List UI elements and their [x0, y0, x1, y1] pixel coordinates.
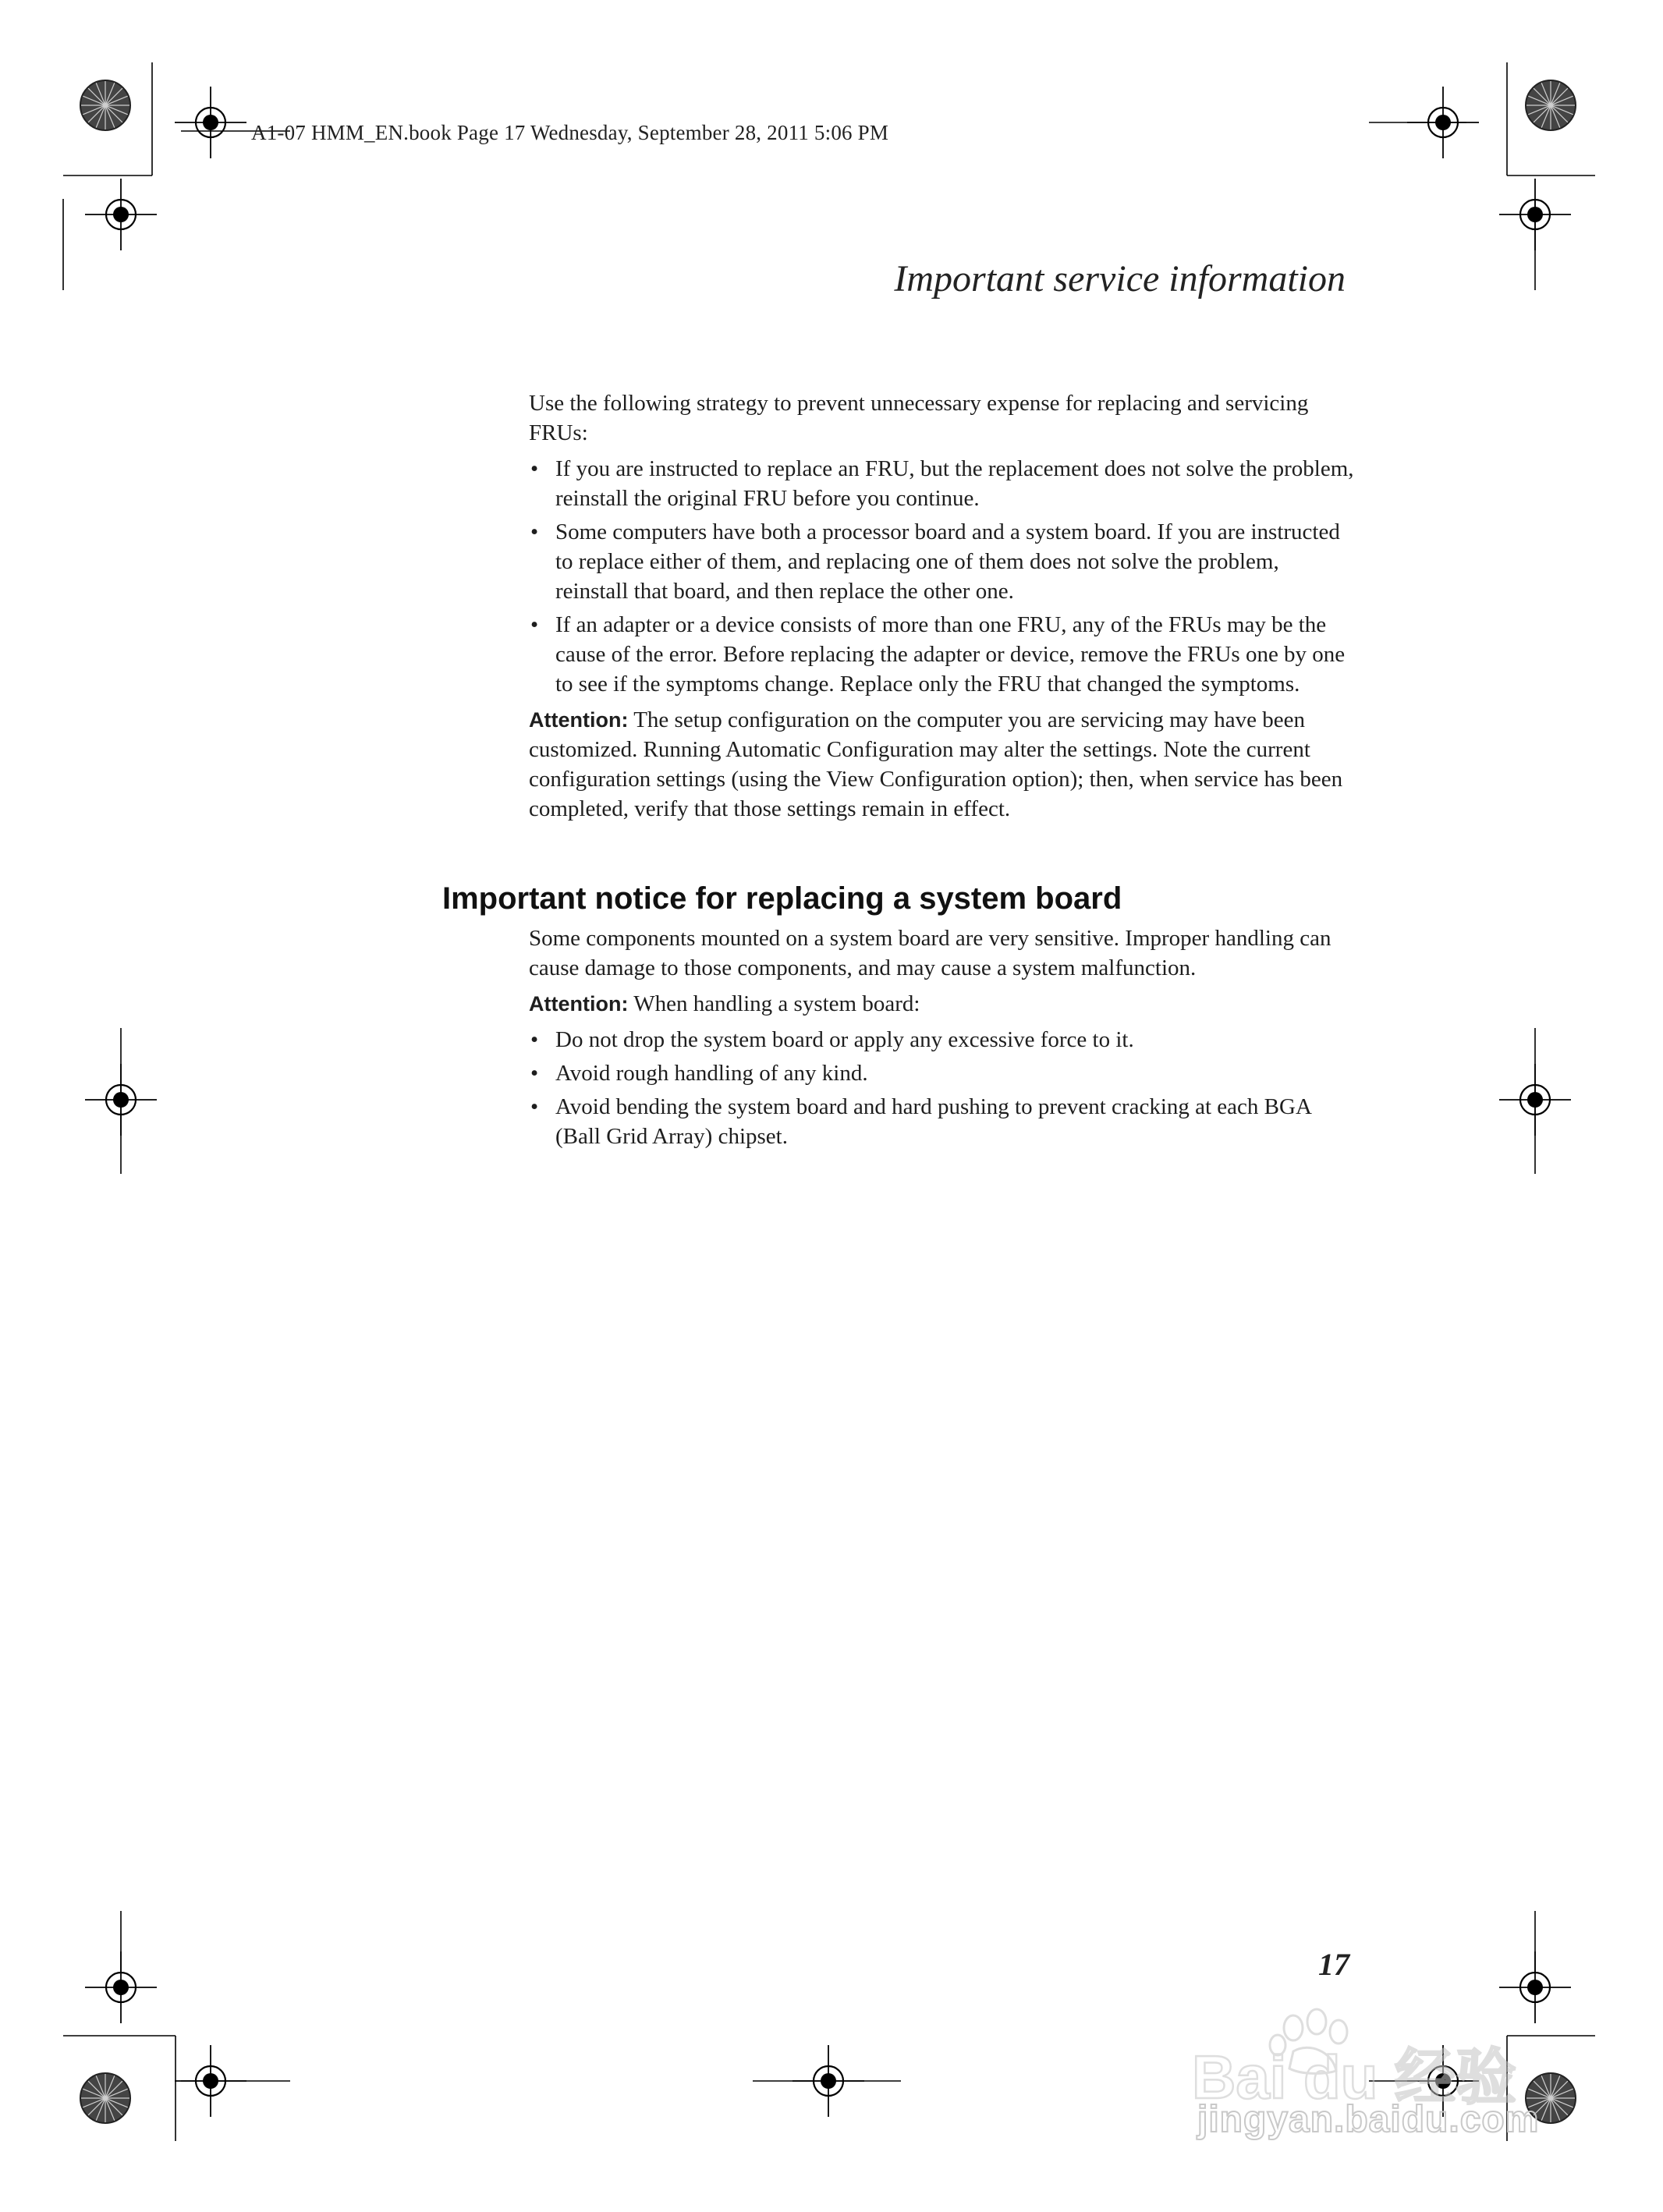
color-bar-burst-icon: [1526, 80, 1576, 130]
book-slug-line: A1-07 HMM_EN.book Page 17 Wednesday, September 28, 2011 5:06 PM: [251, 121, 889, 144]
registration-mark-icon: [175, 87, 246, 158]
section-bullet-list: [529, 1025, 1356, 1151]
running-head: Important service information: [894, 258, 1346, 300]
section-attention-note: [529, 989, 1356, 1019]
attention-label: Attention:: [529, 992, 629, 1016]
intro-block: [529, 388, 1356, 830]
registration-mark-icon: [1499, 179, 1571, 250]
section-block: [529, 923, 1356, 1157]
page-number: 17: [1318, 1947, 1349, 1982]
baidu-watermark-logo: [1176, 1997, 1551, 2176]
watermark-logo-text: Bai du 经验: [1192, 2043, 1517, 2111]
list-item: • Avoid rough handling of any kind.: [529, 1058, 1356, 1088]
list-item: • If you are instructed to replace an FRU, but the replacement does not solve the problem, reinstall the original FRU before you continue.: [529, 454, 1356, 513]
intro-bullet-list: [529, 454, 1356, 699]
attention-label: Attention:: [529, 708, 629, 732]
color-bar-burst-icon: [80, 80, 130, 130]
registration-mark-icon: [175, 2045, 246, 2117]
list-item: • Avoid bending the system board and hard pushing to prevent cracking at each BGA (Ball Grid Array) chipset.: [529, 1092, 1356, 1151]
intro-attention-note: [529, 705, 1356, 824]
attention-text: The setup configuration on the computer you are servicing may have been customized. Running Automatic Configuration may alter the settings. Note the current configuration settings (using the View Configuration option); then, when service has been completed, verify that those settings remain in effect.: [529, 707, 1343, 821]
list-item: • Some computers have both a processor board and a system board. If you are instructed to replace either of them, and replacing one of them does not solve the problem, reinstall that board, and then replace the other one.: [529, 517, 1356, 606]
intro-lead: Use the following strategy to prevent unnecessary expense for replacing and servicing FRUs:: [529, 391, 1309, 445]
registration-mark-icon: [1499, 1064, 1571, 1136]
registration-mark-icon: [1407, 87, 1479, 158]
section-paragraph: Some components mounted on a system board are very sensitive. Improper handling can cause damage to those components, and may cause a system malfunction.: [529, 926, 1331, 980]
color-bar-burst-icon: [80, 2073, 130, 2123]
registration-mark-icon: [85, 179, 157, 250]
registration-mark-icon: [85, 1064, 157, 1136]
list-item: • Do not drop the system board or apply any excessive force to it.: [529, 1025, 1356, 1055]
section-heading: Important notice for replacing a system board: [442, 881, 1122, 916]
list-item: • If an adapter or a device consists of more than one FRU, any of the FRUs may be the cause of the error. Before replacing the adapter or device, remove the FRUs one by one to see if the symptoms change. Replace only the FRU that changed the symptoms.: [529, 610, 1356, 699]
watermark-site: jingyan.baidu.com: [1197, 2099, 1540, 2140]
registration-mark-icon: [792, 2045, 864, 2117]
attention-text: When handling a system board:: [628, 991, 920, 1016]
registration-mark-icon: [85, 1951, 157, 2023]
